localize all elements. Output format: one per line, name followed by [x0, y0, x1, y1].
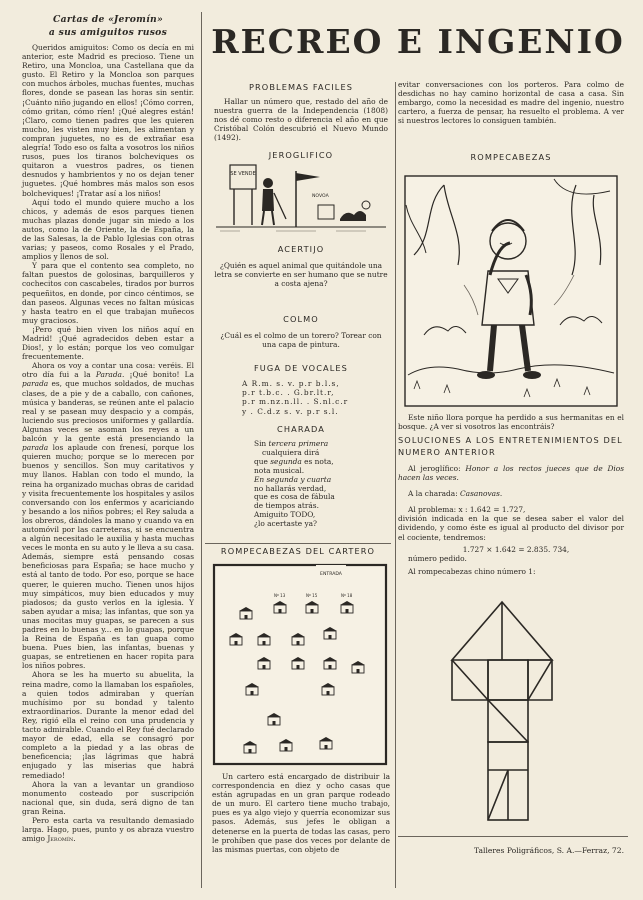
- cartero-park-map: [212, 563, 388, 766]
- fuga-line: A R.m. s. v. p.r b.l.s,: [242, 379, 340, 388]
- solucion-jeroglifico: Al jeroglífico: Honor a los rectos jueces que de Dios hacen las veces.: [398, 464, 625, 483]
- letters-title: Cartas de «Jeromín»: [52, 14, 164, 25]
- jeroglifico-heading: JEROGLIFICO: [268, 150, 334, 160]
- letter-paragraph: Ahora os voy a contar una cosa: veréis. El otro día fui a la Parada. ¡Qué bonito! La parada es, que muchos soldados, de muchas clases, de a pie y de a caballo, con cañones, música y banderas, se reúnen ante el palacio real y se pasean muy despacio y a compás, luciendo sus preciosos uniformes y gallardía. Algunas veces se asoman los reyes a un balcón y la gente está presenciando la parada los aplaude con frenesí, porque los quieren mucho; porque se lo merecen por buenos y sencillos. Son muy caritativos y muy llanos. Hablan con todo el mundo, la reina ha organizado muchas obras de caridad y visita frecuentemente los hospitales y asilos conversando con los enfermos y acariciando y besando a los niños pobres; el Rey saluda a los obreros, dándoles la mano y cuando va en automóvil por las carreteras, si se encuentra a algún necesitado le auxilia y hasta muchas veces le monta en su auto y le lleva a su casa. Además, siempre está pensando cosas beneficiosas para España; se hace mucho y está al tanto de todo. Por eso, porque se hace querer, le quieren mucho. Tienen unos hijos muy simpáticos, muy bien educados y muy piadosos; da gusto verlos en la iglesia. Y saben ayudar a misa; las infantas, que son ya unas mocitas muy guapas, se parecen a sus padres en lo buenas y... en lo guapas, porque la Reina de España es tan guapa como buena. Pues bien, las infantas, buenas y guapas, se entretienen en hacer ropita para los niños pobres.: [22, 361, 194, 671]
- footer-printer: Talleres Poligráficos, S. A.—Ferraz, 72.: [474, 846, 624, 855]
- jeroglifico-section: [214, 150, 388, 160]
- acertijo-heading: ACERTIJO: [277, 244, 325, 254]
- charada-line: En segunda y cuarta: [254, 474, 332, 484]
- cartero-text-block: [212, 772, 390, 854]
- man-figure: [263, 178, 273, 188]
- acertijo-section: [214, 244, 388, 288]
- tangram-solution: [450, 600, 580, 830]
- charada-section: [214, 424, 388, 529]
- house-number: Nº 18: [341, 593, 353, 598]
- house-number: Nº 13: [274, 593, 286, 598]
- colmo-section: [214, 314, 388, 349]
- cartero-text: Un cartero está encargado de distribuir la correspondencia en diez y ocho casas que están agrupadas en un gran parque rodeado de un muro. El cartero tiene mucho trabajo, pues es ya algo viejo y querría economizar sus pasos. Además, sus jefes le obligan a detenerse en la puerta de todas las casas, pero le prohíben que pase dos veces por delante de las mismas puertas, con objeto de: [212, 772, 390, 854]
- letter-paragraph: Aquí todo el mundo quiere mucho a los chicos, y además de esos parques tienen muchas plazas donde jugar sin miedo a los autos, como la de Oriente, la de España, la de las Salesas, la de Pablo Iglesias con otras varias; y paseos, como Rosales y el Prado, amplios y llenos de sol.: [22, 197, 194, 262]
- entrada-label: ENTRADA: [320, 572, 342, 577]
- section-divider: [205, 543, 391, 544]
- fuga-section: [214, 363, 388, 416]
- letter-paragraph: Ahora la van a levantar un grandioso monumento costeado por suscripción nacional que, sin duda, será digno de tan gran Reina.: [22, 779, 194, 816]
- column-divider: [201, 12, 202, 888]
- soluciones-heading: SOLUCIONES A LOS ENTRETENIMIENTOS DEL NUMERO ANTERIOR: [398, 435, 623, 457]
- rompecabezas-heading: ROMPECABEZAS: [470, 152, 552, 162]
- solucion-chino: Al rompecabezas chino número 1:: [408, 566, 536, 576]
- letters-subtitle: a sus amiguitos rusos: [48, 27, 168, 38]
- rompecabezas-caption-block: [398, 413, 624, 431]
- charada-line: ¿lo acertaste ya?: [254, 519, 317, 529]
- problemas-heading: PROBLEMAS FACILES: [248, 82, 354, 92]
- tangram-square: [488, 660, 528, 700]
- solucion-formula-note: número pedido.: [408, 553, 467, 563]
- footer-divider: [398, 836, 628, 837]
- charada-line: Amiguito TODO,: [254, 510, 316, 520]
- problemas-continued-text: evitar conversaciones con los porteros. Para colmo de desdichas no hay camino horizontal de casa a casa. Sin embargo, como la necesidad es madre del ingenio, nuestro cartero, a fuerza de pensar, ha resuelto el problema. A ver si nuestros lectores lo consiguen también.: [398, 80, 624, 126]
- solucion-problema-text: división indicada en la que se desea saber el valor del dividendo, y como éste es igual al producto del divisor por el cociente, tendremos:: [398, 514, 624, 542]
- acertijo-text: ¿Quién es aquel animal que quitándole una letra se convierte en ser humano que se nutre a costa ajena?: [214, 261, 388, 289]
- charada-line: nota musical.: [254, 465, 305, 475]
- problemas-text: Hallar un número que, restado del año de nuestra guerra de la Independencia (1808) nos dé como resto o diferencia el año en que Cristóbal Colón descubrió el Nuevo Mundo (1492).: [214, 97, 388, 143]
- solucion-formula: 1.727 × 1.642 = 2.835. 734,: [462, 544, 570, 554]
- charada-line: de tiempos atrás.: [254, 501, 319, 511]
- charada-line: Sin tercera primera: [254, 439, 329, 448]
- letter-signature: Jeromín.: [47, 834, 76, 844]
- solucion-problema: Al problema: x : 1.642 = 1.727,: [408, 505, 526, 515]
- problemas-continued: [398, 80, 624, 125]
- colmo-text: ¿Cuál es el colmo de un torero? Torear con una capa de pintura.: [220, 331, 382, 350]
- crying-boy-illustration: [404, 175, 618, 407]
- cartero-section: [205, 546, 391, 556]
- fuga-line: y . C.d.z s. v. p.r s.l.: [242, 406, 339, 416]
- cartero-heading: ROMPECABEZAS DEL CARTERO: [220, 546, 376, 556]
- charada-heading: CHARADA: [277, 424, 325, 434]
- charada-line: cualquiera dirá: [262, 447, 320, 457]
- charada-line: que segunda es nota,: [254, 456, 334, 466]
- column-divider: [395, 82, 396, 888]
- rompecabezas-caption: Este niño llora porque ha perdido a sus hermanitas en el bosque. ¿A ver si vosotros las encontráis?: [398, 413, 624, 432]
- banner-text: NOVOA: [312, 194, 329, 199]
- letter-paragraph: ¡Pero qué bien viven los niños aquí en Madrid! ¡Qué agradecidos deben estar a Dios!, y lo están; porque los veo comulgar frecuentemente.: [22, 324, 194, 362]
- sale-sign-text: SE VENDE: [230, 171, 256, 177]
- charada-line: no hallarás verdad,: [254, 483, 327, 493]
- house-number: Nº 15: [306, 593, 318, 598]
- colmo-heading: COLMO: [283, 314, 319, 324]
- sale-sign: [230, 165, 256, 189]
- charada-line: que es cosa de fábula: [254, 492, 335, 502]
- animal-figure: [340, 211, 366, 221]
- letter-paragraph: Pero esta carta va resultando demasiado larga. Hago, pues, punto y os abraza vuestro amigo Jeromín.: [22, 815, 194, 844]
- fuga-line: p.r m.nz.n.ll. . S.nl.c.r: [242, 397, 349, 407]
- letter-paragraph: Queridos amiguitos: Como os decía en mi anterior, este Madrid es precioso. Tiene un Retiro, una Moncloa, una Castellana que da gusto. El Retiro y la Moncloa son parques con muchos árboles, muchas fuentes, muchas flores, donde se pasean las horas sin sentir. ¡Cuánto niño jugando en ellos! ¡Cómo corren, cómo gritan, cómo ríen! ¡Qué alegres están! ¡Claro, como tienen padres que les quieren mucho, les visten muy bien, les alimentan y compran juguetes, no es de extrañar esa alegría! Todo eso os falta a vosotros los niños rusos, pues los tiranos bolcheviques os quitaron a vuestros padres, os tienen desnudos y hambrientos y no os dejan tener juguetes. ¡Qué hombres más malos son esos bolcheviques! ¡Tratar así a los niños!: [22, 43, 194, 198]
- soluciones-section: [398, 434, 624, 576]
- letter-body: [22, 43, 194, 843]
- letter-paragraph: Ahora se les ha muerto su abuelita, la reina madre, como la llamaban los españoles, a quien todos admiraban y querían muchísimo por su bondad y talento extraordinarios. Durante la menor edad del Rey, rigió ella el reino con una prudencia y tacto admirable. Cuando el Rey fué declarado mayor de edad, ella se consagró por completo a la piedad y a las obras de beneficencia; ¡las lágrimas que habrá enjugado y las miserias que habrá remediado!: [22, 670, 194, 780]
- rompecabezas-section: [398, 152, 624, 162]
- problemas-section: [214, 82, 388, 142]
- letter-paragraph: Y para que el contento sea completo, no faltan puestos de golosinas, barquilleros y cochecitos con cascabeles, tirados por burros pequeñitos, en donde, por cinco céntimos, se dan paseos. Algunas veces no faltan músicas y hasta teatro en el que trabajan muñecos muy graciosos.: [22, 261, 194, 325]
- jeroglifico-illustration: [216, 163, 386, 235]
- main-title: RECREO E INGENIO: [211, 22, 625, 61]
- fuga-line: p.r t.b.c. . G.br.lt.r,: [242, 388, 335, 398]
- solucion-charada: A la charada: Casanovas.: [408, 489, 503, 499]
- fuga-heading: FUGA DE VOCALES: [254, 363, 348, 373]
